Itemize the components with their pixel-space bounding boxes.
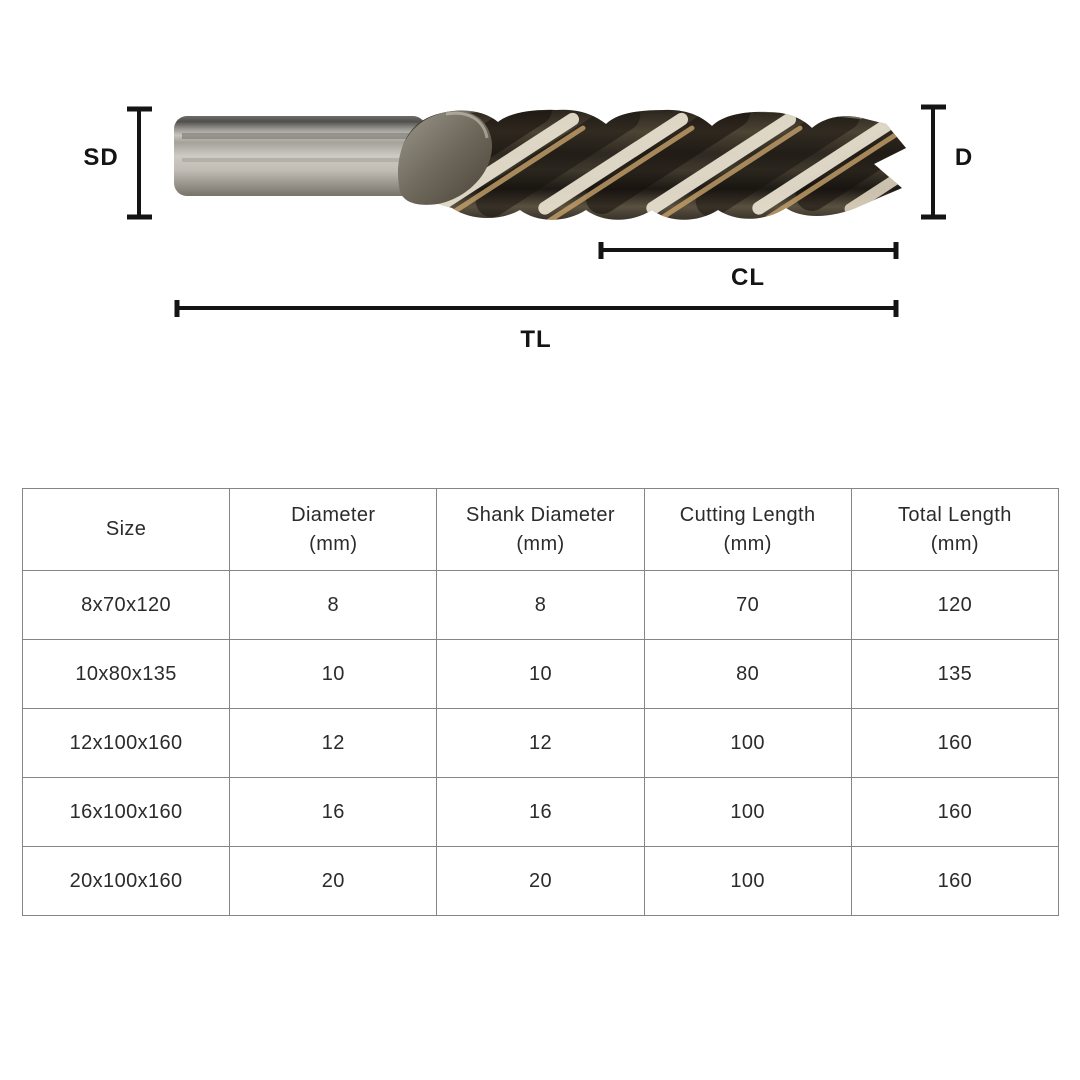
cell-size: 10x80x135 [23,640,230,709]
column-unit: (mm) [309,532,358,555]
cell-diameter: 10 [230,640,437,709]
table-row [23,778,1059,847]
cell-shank-diameter: 16 [437,778,644,847]
cell-shank-diameter: 20 [437,847,644,916]
d-dimension-bracket [921,107,946,217]
cell-cutting-length: 100 [644,778,851,847]
table-row [23,709,1059,778]
column-label: Shank Diameter [465,504,615,527]
spec-table [22,488,1059,916]
cell-shank-diameter: 12 [437,709,644,778]
label-total-length: TL [520,326,552,353]
column-header-diameter [230,489,437,571]
cell-total-length: 160 [851,778,1058,847]
sd-dimension-bracket [127,109,152,217]
column-header-shank-diameter [437,489,644,571]
cell-total-length: 135 [851,640,1058,709]
column-label: Cutting Length [679,504,816,527]
cell-size: 12x100x160 [23,709,230,778]
end-mill-diagram [0,0,1080,440]
column-header-size [23,489,230,571]
column-label: Size [105,518,147,541]
column-unit: (mm) [930,532,979,555]
label-diameter: D [954,144,974,171]
label-shank-diameter: SD [83,144,119,171]
label-cutting-length: CL [731,264,765,291]
table-header-row [23,489,1059,571]
end-mill-flutes [382,87,967,225]
cell-size: 20x100x160 [23,847,230,916]
cell-diameter: 16 [230,778,437,847]
table-row [23,847,1059,916]
end-mill-shank [174,116,426,196]
column-label: Diameter [291,504,376,527]
cell-cutting-length: 100 [644,709,851,778]
end-mill-illustration [0,0,1080,440]
cl-dimension-line [601,242,896,259]
cell-size: 8x70x120 [23,571,230,640]
cell-shank-diameter: 8 [437,571,644,640]
cell-shank-diameter: 10 [437,640,644,709]
cell-total-length: 160 [851,709,1058,778]
cell-cutting-length: 100 [644,847,851,916]
tl-dimension-line [177,300,896,317]
column-unit: (mm) [723,532,772,555]
cell-diameter: 20 [230,847,437,916]
table-row [23,640,1059,709]
cell-total-length: 160 [851,847,1058,916]
table-row [23,571,1059,640]
cell-diameter: 12 [230,709,437,778]
column-label: Total Length [897,504,1012,527]
cell-cutting-length: 80 [644,640,851,709]
column-header-cutting-length [644,489,851,571]
cell-diameter: 8 [230,571,437,640]
column-unit: (mm) [516,532,565,555]
cell-cutting-length: 70 [644,571,851,640]
cell-size: 16x100x160 [23,778,230,847]
cell-total-length: 120 [851,571,1058,640]
column-header-total-length [851,489,1058,571]
